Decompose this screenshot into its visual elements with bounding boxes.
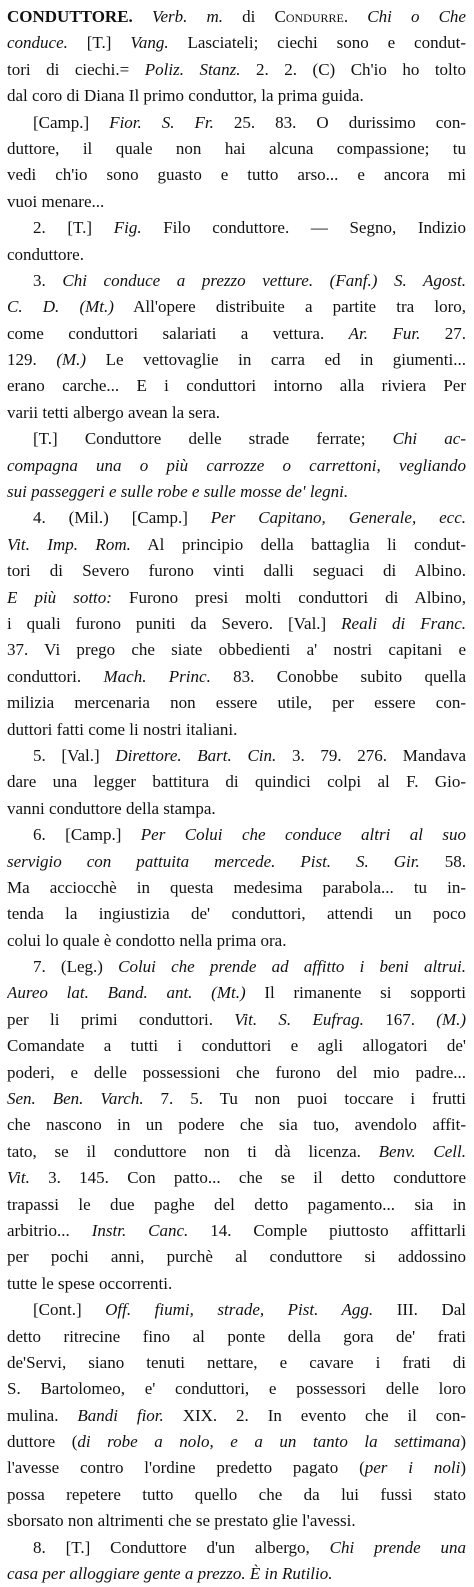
text-line (7, 1060, 466, 1086)
text-run: 167. (363, 1009, 437, 1029)
text-line (7, 162, 466, 188)
text-line (7, 980, 466, 1006)
text-run: sborsato non altrimenti che se prestato glie l'avessi. (7, 1511, 356, 1531)
text-run: compagna una o più carrozze o carrettoni, vegliando (7, 455, 466, 475)
text-run: Benv. Cell. (378, 1141, 466, 1161)
text-run: 25. 83. O durissimo con- (213, 112, 466, 132)
text-line (7, 1139, 466, 1165)
text-run: Vit. Imp. Rom. (7, 534, 131, 554)
text-run: tato, se il conduttore non ti dà licenza. (7, 1141, 379, 1161)
text-line (7, 268, 466, 294)
text-run: 27. (420, 323, 466, 343)
text-run: Le vettovaglie in carra ed in giumenti... (86, 350, 466, 370)
text-line (7, 611, 466, 637)
text-line (7, 453, 466, 479)
text-run: i quali furono puniti da Severo. [Val.] (7, 613, 342, 633)
text-run: S. Bartolomeo, e' conduttori, e possessori delle loro (7, 1379, 466, 1399)
text-line (7, 4, 466, 30)
text-run: 7. 5. Tu non puoi toccare i frutti (143, 1089, 466, 1109)
text-run: conduttori. (7, 666, 104, 686)
text-run: 3. 145. Con patto... che se il detto conduttore (29, 1168, 466, 1188)
text-run: 2. 2. (C) Ch'io ho tolto (240, 59, 466, 79)
text-run: mulina. (7, 1405, 78, 1425)
text-line (7, 1033, 466, 1059)
text-run (133, 7, 152, 26)
text-line (7, 1244, 466, 1270)
text-run: Al principio della battaglia li condut- (130, 534, 466, 554)
text-line (7, 1086, 466, 1112)
text-run: ) (460, 1432, 466, 1452)
text-run: Reali di Franc. (341, 613, 466, 633)
text-line (7, 717, 466, 743)
text-run: 6. [Camp.] (33, 825, 141, 845)
text-line (7, 901, 466, 927)
text-run: 83. Conobbe subito quella (210, 666, 466, 686)
text-line (7, 1271, 466, 1297)
text-line (7, 1007, 466, 1033)
text-run: duttori fatti come li nostri italiani. (7, 719, 238, 739)
text-run: CONDUTTORE. (7, 7, 133, 26)
text-run: tori di Severo furono vinti dalli seguaci di Albino. (7, 561, 466, 581)
text-line (7, 321, 466, 347)
text-line (7, 558, 466, 584)
text-line (7, 242, 466, 268)
text-line (7, 875, 466, 901)
text-line (7, 30, 466, 56)
text-line (7, 1561, 466, 1587)
text-line (7, 954, 466, 980)
text-run: servigio con pattuita mercede. Pist. S. Gir. (7, 851, 420, 871)
text-run: Chi o Che (367, 7, 466, 26)
text-run: de'Servi, siano tenuti nettare, e cavare i frati di (7, 1352, 466, 1372)
text-run: trapassi le due paghe del detto pagamento... sia in (7, 1194, 466, 1214)
text-run: Off. fiumi, strade, Pist. Agg. (105, 1300, 374, 1320)
text-run: di (223, 7, 275, 26)
text-run: Fig. (113, 218, 142, 238)
text-line (7, 57, 466, 83)
text-run: III. Dal (373, 1300, 466, 1320)
text-line (7, 928, 466, 954)
text-run: Bandi fior. (77, 1405, 164, 1425)
text-line (7, 1192, 466, 1218)
text-run: conduce. (7, 33, 68, 53)
text-line (7, 400, 466, 426)
text-run: di robe a nolo, e a un tanto la settimana (77, 1432, 461, 1452)
text-run: Direttore. Bart. Cin. (115, 745, 277, 765)
text-run: Vang. (130, 33, 169, 53)
text-line (7, 743, 466, 769)
text-run: per li primi conduttori. (7, 1009, 235, 1029)
text-run: Vit. S. Eufrag. (234, 1009, 364, 1029)
text-run: Lasciateli; ciechi sono e condut- (168, 33, 466, 53)
text-line (7, 189, 466, 215)
text-line (7, 110, 466, 136)
text-run: Filo conduttore. — Segno, Indizio (141, 218, 466, 238)
text-line (7, 585, 466, 611)
text-run: duttore ( (7, 1432, 78, 1452)
text-line (7, 690, 466, 716)
text-run: conduttore. (7, 244, 84, 264)
text-run: Condurre (274, 7, 344, 26)
text-run: 3. (33, 270, 63, 290)
text-run: 7. (Leg.) (33, 957, 119, 977)
text-line (7, 1482, 466, 1508)
text-run: per pochi anni, purchè al conduttore si addossino (7, 1247, 466, 1267)
text-run: sui passeggeri e sulle robe e sulle mosse de' legni. (7, 482, 349, 502)
text-run: XIX. 2. In evento che il con- (163, 1405, 466, 1425)
text-run: 37. Vi prego che siate obbedienti a' nostri capitani e (7, 640, 466, 660)
text-line (7, 1376, 466, 1402)
text-line (7, 136, 466, 162)
text-run: Chi conduce a prezzo vetture. (Fanf.) S. Agost. (62, 270, 466, 290)
text-run: poderi, e delle possessioni che furono del mio padre... (7, 1062, 466, 1082)
text-run: l'avesse contro l'ordine predetto pagato ( (7, 1458, 365, 1478)
text-run: come conduttori salariati a vettura. (7, 323, 349, 343)
text-run: C. D. (Mt.) (7, 297, 114, 317)
text-run: Per Capitano, Generale, ecc. (210, 508, 466, 528)
text-line (7, 1324, 466, 1350)
text-line (7, 505, 466, 531)
text-run: colui lo quale è condotto nella prima ora. (7, 930, 287, 950)
text-run: 58. (419, 851, 466, 871)
text-run: Sen. Ben. Varch. (7, 1089, 144, 1109)
text-run: 4. (Mil.) [Camp.] (33, 508, 211, 528)
text-line (7, 796, 466, 822)
text-run: Colui che prende ad affitto i beni altrui. (118, 957, 466, 977)
text-run: 2. [T.] (33, 218, 114, 238)
text-run: Aureo lat. Band. ant. (Mt.) (7, 983, 246, 1003)
text-line (7, 426, 466, 452)
text-run: ) (460, 1458, 466, 1478)
text-run: Il rimanente si sopporti (245, 983, 466, 1003)
text-line (7, 849, 466, 875)
text-run: Per Colui che conduce altri al suo (140, 825, 466, 845)
text-run: All'opere distribuite a partite tra loro, (113, 297, 466, 317)
text-run: [T.] Conduttore delle strade ferrate; (33, 429, 393, 449)
text-run: Ma acciocchè in questa medesima parabola... tu in- (7, 877, 466, 897)
text-run: Vit. (7, 1168, 30, 1188)
text-line (7, 1455, 466, 1481)
text-run: 14. Comple piuttosto affittarli (188, 1220, 466, 1240)
text-run: [T.] (67, 33, 131, 53)
text-line (7, 1112, 466, 1138)
text-run: per i noli (364, 1458, 461, 1478)
text-run: vedi ch'io sono guasto e tutto arso... e ancora mi (7, 165, 466, 185)
text-run: tori di ciechi.= (7, 59, 145, 79)
text-run: varii tetti albergo avean la sera. (7, 402, 221, 422)
text-line (7, 83, 466, 109)
text-run: Poliz. Stanz. (144, 59, 241, 79)
text-run: vanni conduttore della stampa. (7, 798, 216, 818)
text-run: E più sotto: (7, 587, 112, 607)
text-run: che nascono in un podere che sia tuo, avendolo affit- (7, 1115, 466, 1135)
text-line (7, 1218, 466, 1244)
text-line (7, 1297, 466, 1323)
text-line (7, 637, 466, 663)
text-run: Ar. Fur. (348, 323, 421, 343)
text-run: Verb. m. (151, 7, 224, 26)
text-line (7, 347, 466, 373)
text-run: duttore, il quale non hai alcuna compassione; tu (7, 138, 466, 158)
text-run: [Cont.] (33, 1300, 106, 1320)
text-run: Comandate a tutti i conduttori e agli allogatori de' (7, 1036, 466, 1056)
text-run: 129. (7, 350, 57, 370)
text-run: [Camp.] (33, 112, 110, 132)
text-run: casa per alloggiare gente a prezzo. È in Rutilio. (7, 1564, 333, 1584)
text-line (7, 822, 466, 848)
text-line (7, 1429, 466, 1455)
text-run: Mach. Princ. (103, 666, 211, 686)
text-run: 3. 79. 276. Mandava (276, 745, 466, 765)
text-run: dal coro di Diana Il primo conduttor, la prima guida. (7, 86, 364, 106)
text-line (7, 1535, 466, 1561)
text-run: erano carche... E i conduttori intorno alla riviera Per (7, 376, 466, 396)
text-line (7, 373, 466, 399)
text-run: arbitrio... (7, 1220, 92, 1240)
text-line (7, 294, 466, 320)
text-line (7, 664, 466, 690)
text-run: 8. [T.] Conduttore d'un albergo, (33, 1537, 330, 1557)
text-line (7, 1350, 466, 1376)
text-run: tenda la ingiustizia de' conduttori, attendi un poco (7, 904, 466, 924)
text-run: (M.) (56, 350, 87, 370)
text-run: tutte le spese occorrenti. (7, 1273, 173, 1293)
text-run: possa repetere tutto quello che da lui fussi stato (7, 1484, 466, 1504)
text-line (7, 1508, 466, 1534)
text-run: Furono presi molti conduttori di Albino, (111, 587, 466, 607)
text-run: Fior. S. Fr. (109, 112, 214, 132)
text-line (7, 532, 466, 558)
text-run: Instr. Canc. (91, 1220, 189, 1240)
text-run: detto ritrecine fino al ponte della gora de' frati (7, 1326, 466, 1346)
text-line (7, 479, 466, 505)
text-run: Chi ac- (392, 429, 466, 449)
text-line (7, 769, 466, 795)
text-run: . (343, 7, 368, 26)
text-run: milizia mercenaria non essere utile, per essere con- (7, 693, 466, 713)
text-run: (M.) (436, 1009, 466, 1029)
text-run: dare una legger battitura di quindici colpi al F. Gio- (7, 772, 466, 792)
text-run: 5. [Val.] (33, 745, 116, 765)
text-run: vuoi menare... (7, 191, 105, 211)
text-line (7, 1403, 466, 1429)
text-run: Chi prende una (329, 1537, 466, 1557)
text-line (7, 215, 466, 241)
text-line (7, 1165, 466, 1191)
